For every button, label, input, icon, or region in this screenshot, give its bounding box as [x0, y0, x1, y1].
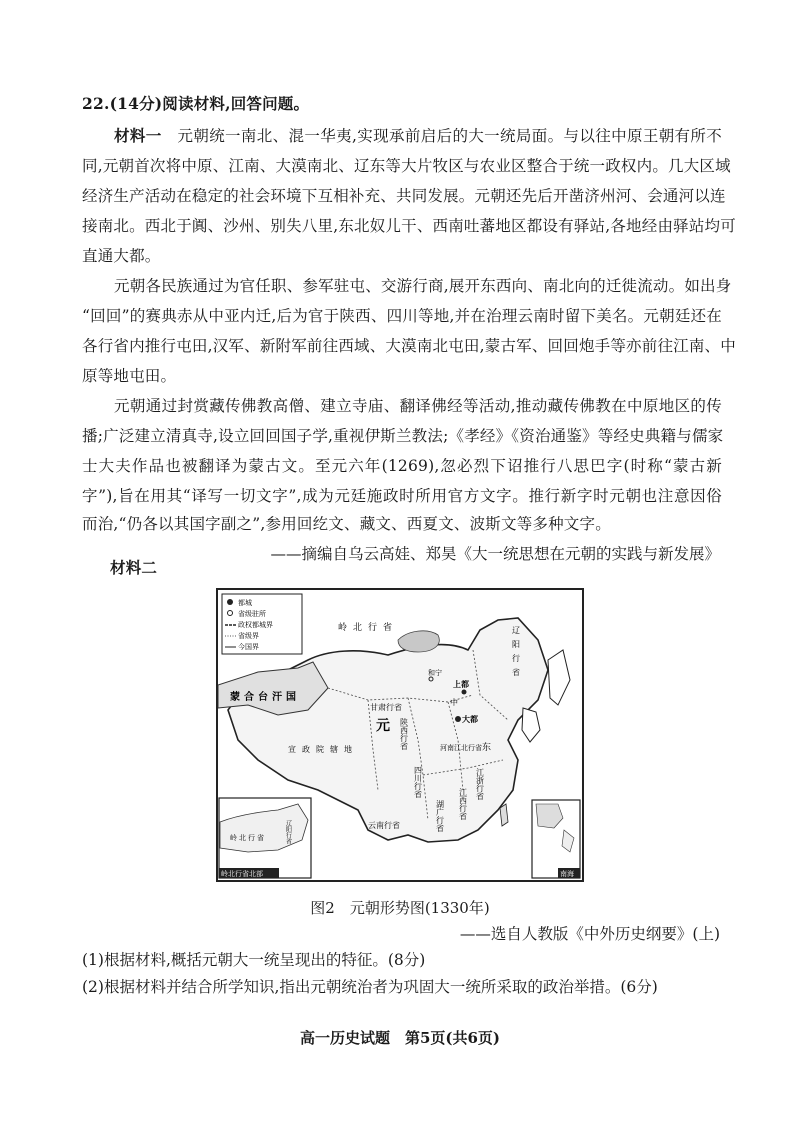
para3-line-2: 播;广泛建立清真寺,设立回回国子学,重视伊斯兰教法;《孝经》《资治通鉴》等经史典籍与儒家	[82, 427, 724, 445]
inset-title: 岭北行省北部	[221, 870, 263, 878]
label-xuanzheng: 宣政院辖地	[288, 745, 358, 754]
legend-modern: 今国界	[238, 643, 259, 651]
para3-line-1: 元朝通过封赏藏传佛教高僧、建立寺庙、翻译佛经等活动,推动藏传佛教在中原地区的传	[114, 397, 722, 415]
para2-line-1: 元朝各民族通过为官任职、参军驻屯、交游行商,展开东西向、南北向的迁徙流动。如出身	[114, 277, 732, 295]
legend-seat: 省级驻所	[238, 610, 266, 618]
label-sichuan: 四川行省	[413, 766, 423, 798]
material1-line-1: 材料一 元朝统一南北、混一华夷,实现承前启后的大一统局面。与以往中原王朝有所不	[114, 126, 722, 145]
page-footer: 高一历史试题 第5页(共6页)	[299, 1029, 501, 1047]
label-hening: 和宁	[428, 669, 442, 677]
legend-province: 省级界	[238, 632, 259, 640]
label-dong: 东	[482, 743, 492, 753]
sub-question-2: (2)根据材料并结合所学知识,指出元朝统治者为巩固大一统所采取的政治举措。(6分)	[82, 978, 658, 996]
label-chagatai: 蒙合台汗国	[230, 692, 300, 703]
figure-caption: 图2 元朝形势图(1330年)	[310, 899, 490, 917]
label-jiangxi: 江西行省	[458, 788, 468, 820]
yuan-map	[216, 588, 584, 882]
para2-line-4: 原等地屯田。	[82, 367, 177, 385]
map-legend	[222, 594, 302, 654]
material1-label: 材料一	[114, 126, 162, 145]
label-shaanxi: 陕西行省	[399, 718, 409, 750]
para3-line-3: 士大夫作品也被翻译为蒙古文。至元六年(1269),忽必烈下诏推行八思巴字(时称“蒙古新	[82, 457, 722, 475]
label-yuan: 元	[376, 718, 390, 734]
source-citation-2: ——选自人教版《中外历史纲要》(上)	[459, 925, 720, 943]
label-dadu: 大都	[462, 715, 478, 724]
inset-nanhai: 南海	[560, 870, 574, 878]
label-jiangzhe: 江浙行省	[475, 768, 485, 800]
label-gansu: 甘肃行省	[370, 703, 402, 712]
material1-line-5: 直通大都。	[82, 247, 161, 265]
label-liaoyang: 辽阳行省	[511, 626, 521, 682]
para2-line-3: 各行省内推行屯田,汉军、新附军前往西域、大漠南北屯田,蒙古军、回回炮手等亦前往江南、中	[82, 337, 736, 355]
para3-line-5: 而治,“仍各以其国字副之”,参用回纥文、藏文、西夏文、波斯文等多种文字。	[82, 515, 611, 533]
label-zhong: 中	[450, 698, 458, 707]
label-shangdu: 上都	[453, 680, 469, 689]
sub-question-1: (1)根据材料,概括元朝大一统呈现出的特征。(8分)	[82, 951, 426, 969]
label-lingbei: 岭北行省	[338, 623, 399, 633]
material2-label: 材料二	[110, 558, 158, 577]
label-henan: 河南江北行省	[440, 744, 482, 752]
source-citation-1: ——摘编自乌云高娃、郑昊《大一统思想在元朝的实践与新发展》	[270, 545, 720, 563]
para3-line-4: 字”),旨在用其“译写一切文字”,成为元廷施政时所用官方文字。推行新字时元朝也注意因俗	[82, 487, 722, 505]
para2-line-2: “回回”的赛典赤从中亚内迁,后为官于陕西、四川等地,并在治理云南时留下美名。元朝廷还在	[82, 307, 722, 325]
material1-line-4: 接南北。西北于阗、沙州、别失八里,东北奴儿干、西南吐蕃地区都设有驿站,各地经由驿站均可	[82, 217, 736, 235]
material1-line-3: 经济生产活动在稳定的社会环境下互相补充、共同发展。元朝还先后开凿济州河、会通河以连	[82, 187, 726, 205]
label-huguang: 湖广行省	[435, 800, 445, 832]
legend-border: 政权都城界	[238, 621, 273, 629]
inset-north	[219, 798, 311, 878]
question-header: 22.(14分)阅读材料,回答问题。	[82, 94, 310, 113]
legend-capital: 都城	[238, 599, 252, 607]
label-yunnan: 云南行省	[368, 821, 400, 830]
inset-lingbei: 岭北行省	[230, 834, 266, 842]
inset-south-sea	[532, 800, 580, 878]
material1-line-2: 同,元朝首次将中原、江南、大漠南北、辽东等大片牧区与农业区整合于统一政权内。几大区域	[82, 157, 731, 175]
inset-liaoyang: 辽阳行省	[284, 820, 292, 844]
